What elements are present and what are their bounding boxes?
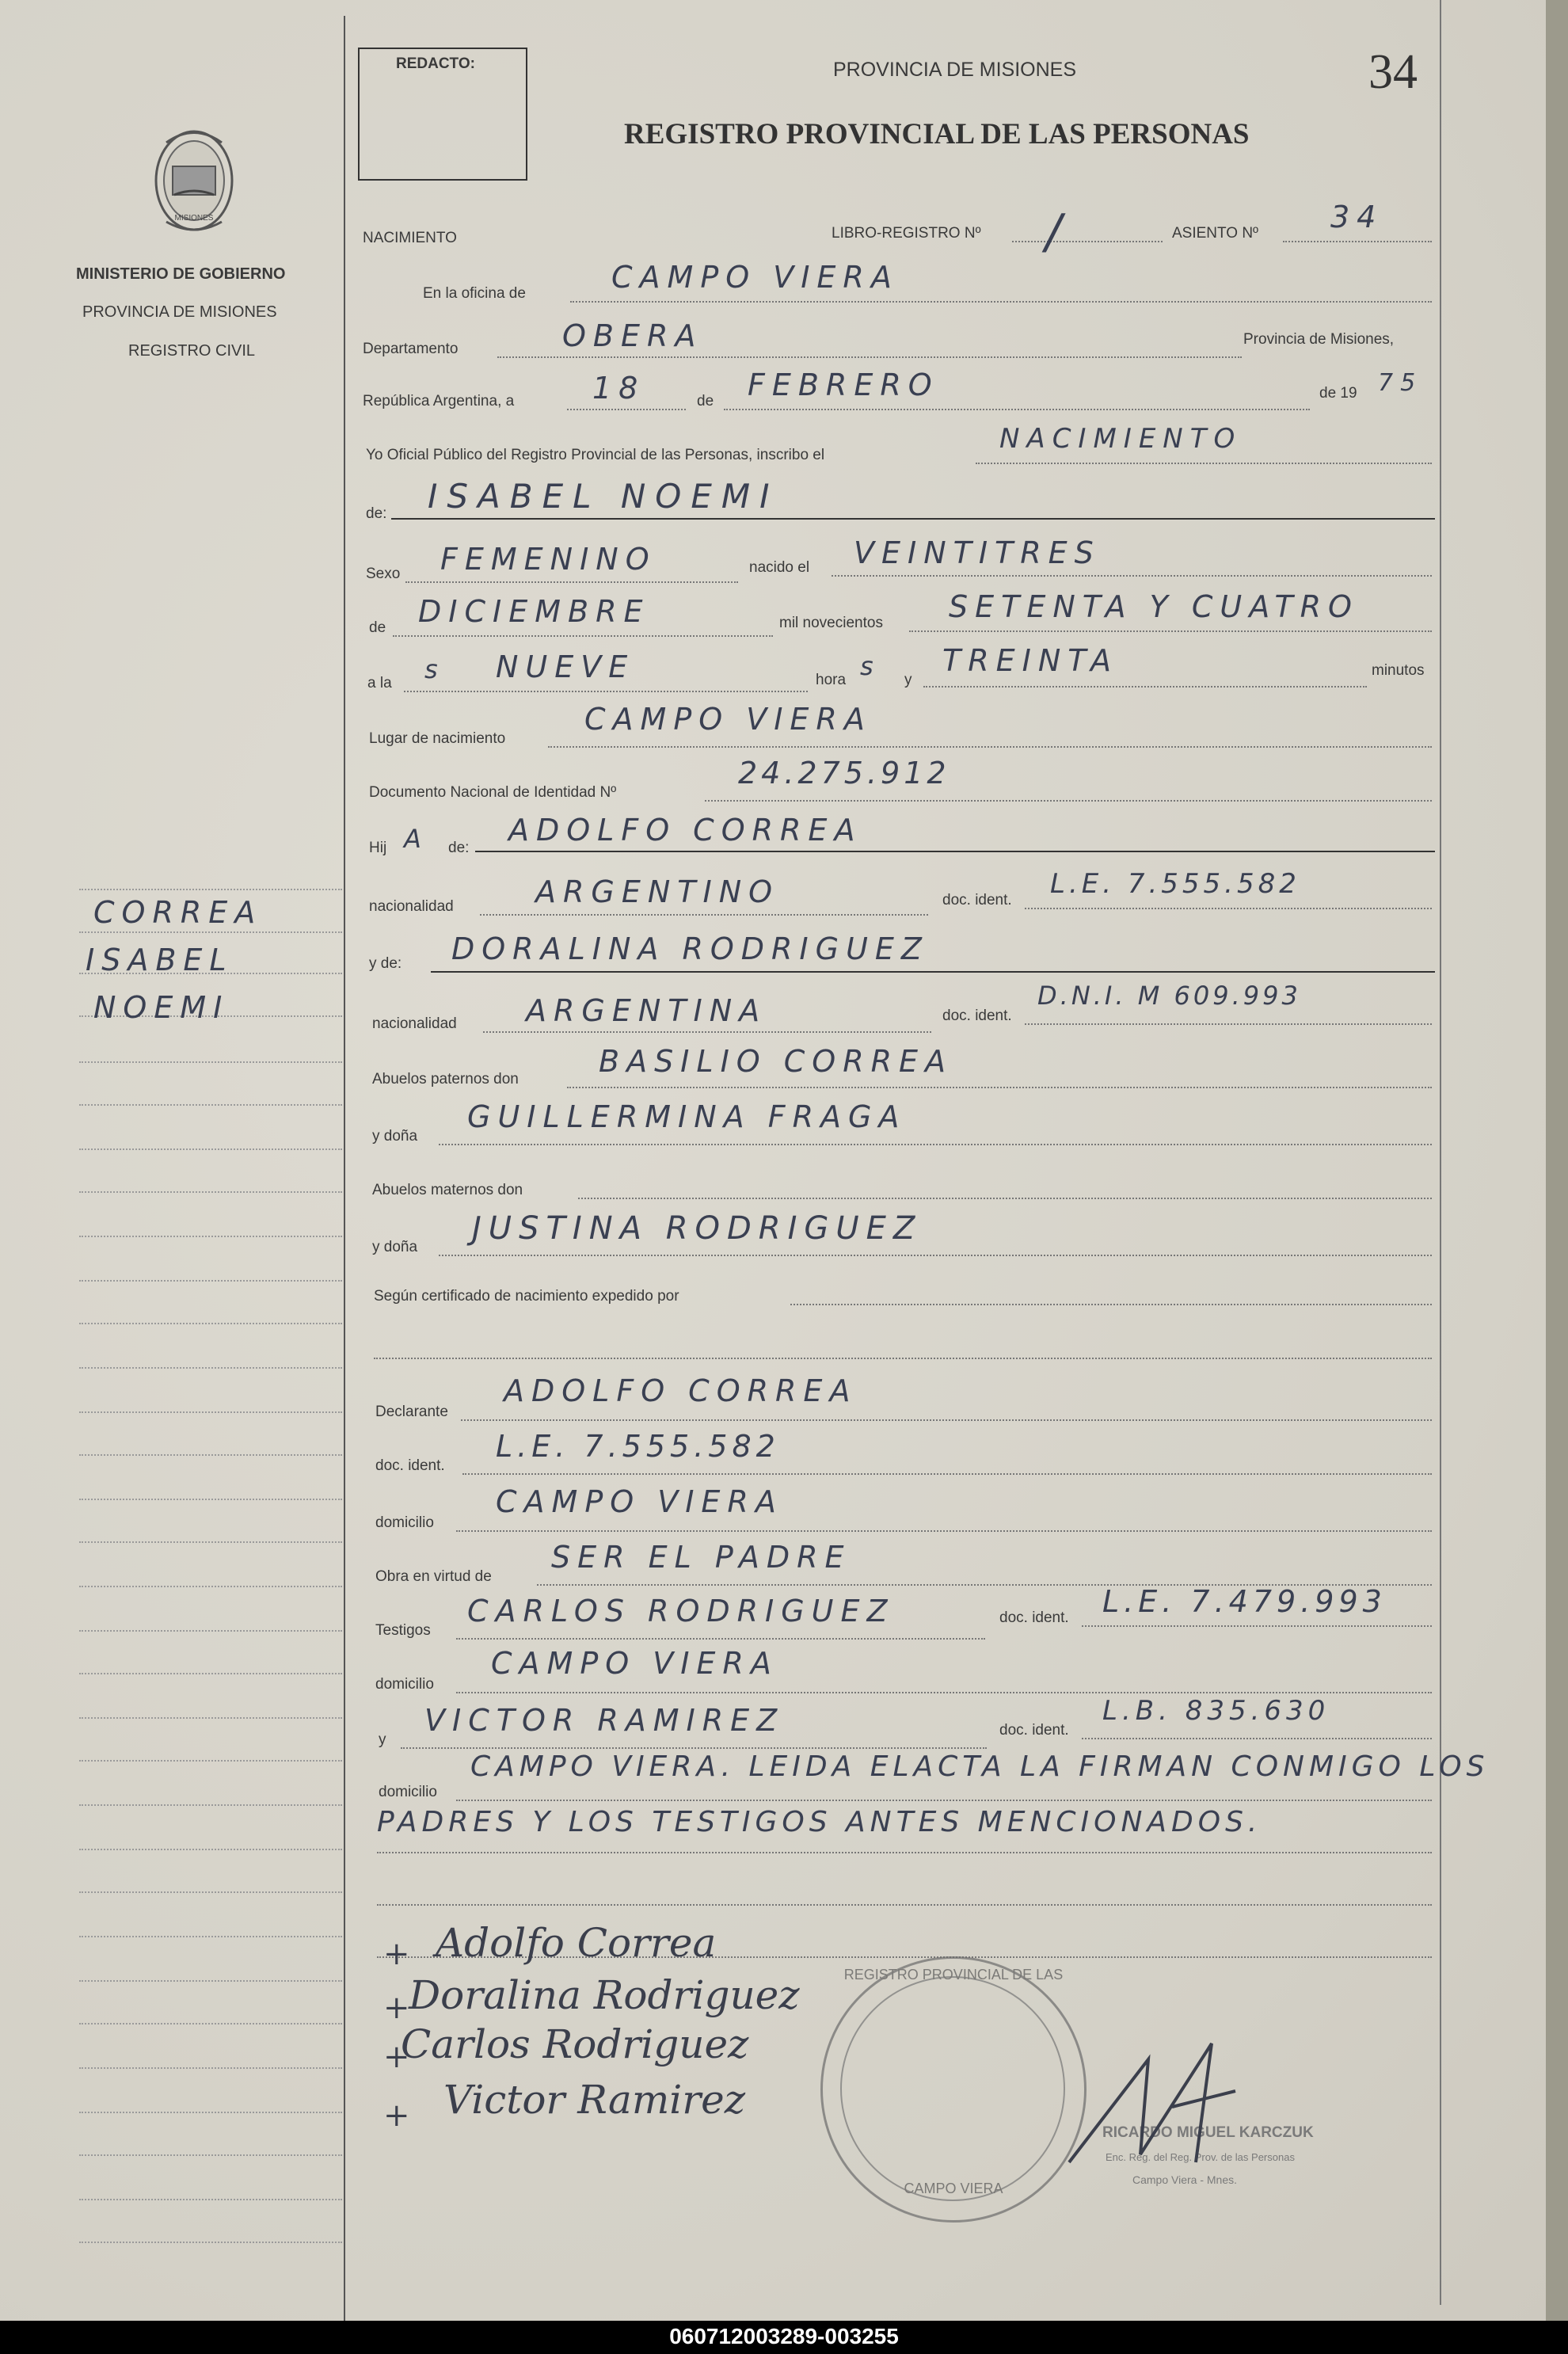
testigo2-dom-line2: PADRES Y LOS TESTIGOS ANTES MENCIONADOS. [377,1806,1262,1838]
ala-s: s [424,654,445,684]
libro-value: / [1045,204,1069,260]
sidebar-registry: REGISTRO CIVIL [128,342,256,360]
anio-value: 75 [1378,369,1423,397]
decl-dom-value: CAMPO VIERA [496,1484,783,1519]
nacido-value: VEINTITRES [854,535,1101,570]
libro-label: LIBRO-REGISTRO Nº [832,225,981,242]
signature-mark-4: + [383,2097,410,2134]
testigo2-dom-line1: CAMPO VIERA. LEIDA ELACTA LA FIRMAN CONMIGO LOS [470,1750,1490,1783]
footer-code: 060712003289-003255 [669,2324,899,2348]
testigo2-value: VICTOR RAMIREZ [424,1703,785,1738]
redacto-label: REDACTO: [396,55,475,72]
obra-label: Obra en virtud de [375,1568,492,1585]
hij-de-label: de: [448,840,470,856]
abuelos-mat-label: Abuelos maternos don [372,1182,523,1198]
round-registry-seal [820,1956,1087,2223]
mil-label: mil novecientos [779,615,883,631]
segun-label: Según certificado de nacimiento expedido por [374,1288,679,1305]
seal-top-text: REGISTRO PROVINCIAL DE LAS [843,1967,1064,1983]
abuela-pat-value: GUILLERMINA FRAGA [467,1099,907,1134]
departamento-label: Departamento [363,341,459,357]
lugar-value: CAMPO VIERA [584,702,872,737]
madre-nacionalidad-label: nacionalidad [372,1015,457,1032]
anio-label: de 19 [1319,385,1357,402]
oficial-label: Yo Oficial Público del Registro Provincial de las Personas, inscribo el [366,447,825,463]
oficina-value: CAMPO VIERA [611,260,899,295]
de3-label: de [369,619,386,636]
asiento-value: 34 [1330,200,1383,234]
sidebar-name-first: ISABEL [86,943,234,977]
anio-nac-value: SETENTA Y CUATRO [949,589,1359,624]
decl-doc-value: L.E. 7.555.582 [496,1429,780,1464]
left-margin-line [344,16,345,2321]
testigo2-docident-label: doc. ident. [999,1722,1069,1739]
testigo1-docident-label: doc. ident. [999,1609,1069,1626]
republica-label: República Argentina, a [363,393,515,409]
mes-nac-value: DICIEMBRE [418,594,650,629]
header-title: REGISTRO PROVINCIAL DE LAS PERSONAS [624,118,1250,150]
y-label: y [904,672,912,688]
y2-label: y [379,1731,386,1748]
minutos-label: minutos [1372,662,1425,679]
oficina-label: En la oficina de [423,285,526,302]
signature-mark-3: + [383,2039,410,2075]
declarante-label: Declarante [375,1404,448,1420]
folio-number: 34 [1368,45,1418,99]
padre-doc-value: L.E. 7.555.582 [1050,868,1300,900]
right-margin-line [1440,0,1441,2305]
page-edge [1546,0,1568,2321]
dni-value: 24.275.912 [738,756,950,790]
sidebar-name-surname: CORREA [93,895,263,930]
hora-value: NUEVE [496,649,635,684]
padre-nac-value: ARGENTINO [535,874,780,909]
hij-label: Hij [369,840,387,856]
madre-value: DORALINA RODRIGUEZ [451,931,929,966]
hij-suffix: A [404,824,428,854]
signature-mark-2: + [383,1990,410,2026]
horas-s: s [860,651,881,681]
coat-of-arms-seal [135,119,253,246]
ydona-pat-label: y doña [372,1128,418,1145]
testigo1-dom: CAMPO VIERA [491,1646,778,1681]
official-stamp-place: Campo Viera - Mnes. [1132,2173,1238,2186]
ala-label: a la [367,675,392,691]
abuela-mat-value: JUSTINA RODRIGUEZ [472,1210,923,1247]
testigo1-value: CARLOS RODRIGUEZ [467,1594,895,1628]
yde-label: y de: [369,955,402,972]
signature-mark-1: + [383,1936,410,1972]
testigo1-domicilio-label: domicilio [375,1676,434,1693]
provincia-suffix: Provincia de Misiones, [1243,331,1395,348]
sidebar-province: PROVINCIA DE MISIONES [82,303,277,321]
padre-docident-label: doc. ident. [942,892,1012,908]
sidebar-ministry: MINISTERIO DE GOBIERNO [76,265,286,283]
decl-docident-label: doc. ident. [375,1457,445,1474]
official-signature [1053,2028,1291,2186]
madre-docident-label: doc. ident. [942,1007,1012,1024]
de-label: de [697,393,714,409]
abuelos-pat-label: Abuelos paternos don [372,1071,519,1087]
minutos-value: TREINTA [942,643,1118,678]
signature-doralina: Doralina Rodriguez [409,1972,800,2018]
decl-domicilio-label: domicilio [375,1514,434,1531]
lugar-label: Lugar de nacimiento [369,730,506,747]
seal-bottom-text: CAMPO VIERA [904,2181,1003,2196]
madre-nac-value: ARGENTINA [526,993,767,1028]
padre-nacionalidad-label: nacionalidad [369,898,454,915]
madre-doc-value: D.N.I. M 609.993 [1037,981,1301,1011]
acto-value: NACIMIENTO [999,423,1243,455]
departamento-value: OBERA [562,318,703,353]
abuelo-pat-value: BASILIO CORREA [599,1044,953,1079]
padre-value: ADOLFO CORREA [508,813,862,848]
testigo2-domicilio-label: domicilio [379,1784,437,1800]
testigo1-doc: L.E. 7.479.993 [1102,1584,1387,1619]
nacimiento-label: NACIMIENTO [363,230,457,246]
nombre-value: ISABEL NOEMI [428,477,779,516]
mes-value: FEBRERO [748,368,939,402]
signature-carlos: Carlos Rodriguez [401,2021,749,2067]
ydona-mat-label: y doña [372,1239,418,1255]
testigo2-doc: L.B. 835.630 [1102,1695,1330,1727]
de2-label: de: [366,505,387,522]
dni-label: Documento Nacional de Identidad Nº [369,784,617,801]
signature-adolfo: Adolfo Correa [436,1920,717,1966]
official-stamp-role: Enc. Reg. del Reg. Prov. de las Personas [1106,2151,1295,2163]
official-stamp-name: RICARDO MIGUEL KARCZUK [1102,2124,1314,2141]
signature-victor: Victor Ramirez [443,2077,746,2123]
obra-value: SER EL PADRE [551,1540,851,1575]
asiento-label: ASIENTO Nº [1172,225,1258,242]
seal-text: MISIONES [174,214,214,223]
dia-value: 18 [592,371,645,406]
nacido-label: nacido el [749,559,810,576]
sidebar-name-second: NOEMI [93,990,230,1025]
testigos-label: Testigos [375,1622,431,1639]
declarante-value: ADOLFO CORREA [504,1373,858,1408]
sexo-label: Sexo [366,566,401,582]
horas-label: hora [816,672,847,688]
sexo-value: FEMENINO [440,542,657,577]
header-province: PROVINCIA DE MISIONES [833,59,1077,81]
